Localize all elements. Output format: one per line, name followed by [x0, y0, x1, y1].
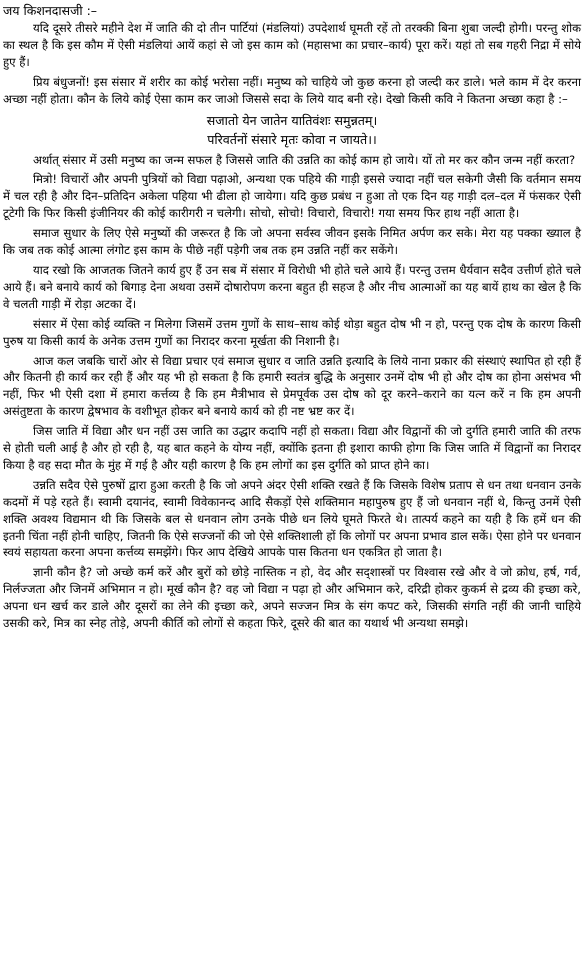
paragraph: प्रिय बंधुजनों! इस संसार में शरीर का कोई भरोसा नहीं। मनुष्य को चाहिये जो कुछ करना हो जल्दी कर डाले। भले काम में देर करना अच्छा नहीं होता। कौन के लिये कोई ऐसा काम कर जाओ जिससे सदा के लिये याद बनी रहे। देखो किसी कवि ने कितना अच्छा कहा है :–	[3, 74, 581, 106]
paragraph: याद रखो कि आजतक जितने कार्य हुए हैं उन सब में संसार में विरोधी भी होते चले आये हैं। परन्तु उत्तम धैर्यवान सदैव उत्तीर्ण होते चले आये हैं। बने बनाये कार्य को बिगाड़ देना अथवा उसमें दोषारोपण करना बहुत ही सहज है और नीच आत्माओं का यह बायें हाथ का खेल है कि वे चलती गाड़ी में रोड़ा अटका दें।	[3, 262, 581, 311]
sanskrit-verse	[3, 111, 581, 149]
verse-line: सजातो येन जातेन यातिवंशः समुन्नतम्।	[206, 112, 378, 128]
verse-line: परिवर्तनों संसारे मृतः कोवा न जायते।।	[207, 131, 377, 147]
paragraph: ज्ञानी कौन है? जो अच्छे कर्म करें और बुरों को छोड़े नास्तिक न हो, वेद और सद्शास्त्रों पर विश्वास रखे और वे जो क्रोध, हर्ष, गर्व, निर्लज्जता और जिनमें अभिमान न हो। मूर्ख कौन है? वह जो विद्या न पढ़ा हो और अभिमान करे, दरिद्री होकर कुकर्म से द्रव्य की इच्छा करे, अपना धन खर्च कर डाले और दूसरों का लेने की इच्छा करे, अपने सज्जन मित्र के संग कपट करे, जिसकी संगति नहीं की जानी चाहिये उसकी करे, मित्र का स्नेह तोड़े, अपनी कीर्ति को लोगों से कहता फिरे, दूसरे की बात का यथार्थ भी अन्यथा समझे।	[3, 565, 581, 631]
paragraph: उन्नति सदैव ऐसे पुरुषों द्वारा हुआ करती है कि जो अपने अंदर ऐसी शक्ति रखते हैं कि जिसके विशेष प्रताप से धन तथा धनवान उनके कदमों में पड़े रहते हैं। स्वामी दयानंद, स्वामी विवेकानन्द आदि सैकड़ों ऐसे शक्तिमान महापुरुष हुए हैं जो धनवान नहीं थे, किन्तु उनमें ऐसी शक्ति अवश्य विद्यमान थी कि जिसके बल से धनवान लोग उनके पीछे धन लिये घूमते फिरते थे। तात्पर्य कहने का यही है कि हमें धन की इतनी चिंता नहीं होनी चाहिए, जितनी कि ऐसे सज्जनों की जो ऐसे शक्तिशाली हों कि लोगों पर अपना प्रभाव डाल सकें। ऐसा होने पर धनवान स्वयं सहायता करना अपना कर्त्तव्य समझेंगे। फिर आप देखिये आपके पास कितना धन एकत्रित हो जाता है।	[3, 477, 581, 560]
paragraph: समाज सुधार के लिए ऐसे मनुष्यों की जरूरत है कि जो अपना सर्वस्व जीवन इसके निमित अर्पण कर सके। मेरा यह पक्का ख्याल है कि जब तक कोई आत्मा लंगोट इस काम के पीछे नहीं पड़ेगी जब तक हम उन्नति नहीं कर सकेंगे।	[3, 226, 581, 258]
paragraph: आज कल जबकि चारों ओर से विद्या प्रचार एवं समाज सुधार व जाति उन्नति इत्यादि के लिये नाना प्रकार की संस्थाएं स्थापित हो रही हैं और कितनी ही कार्य कर रही हैं और यह भी हो सकता है कि हमारी स्वतंत्र बुद्धि के अनुसार उनमें दोष भी हो और दोष का होना असंभव भी नहीं, फिर भी ऐसी दशा में हमारा कर्त्तव्य है कि हम मैत्रीभाव से प्रेमपूर्वक उस दोष को दूर करने–कराने का यत्न करें न कि हम अपनी असंतुष्टता के कारण द्वेषभाव के वशीभूत होकर बने बनाये कार्य को ही नष्ट भ्रष्ट कर दें।	[3, 353, 581, 419]
paragraph: अर्थात् संसार में उसी मनुष्य का जन्म सफल है जिससे जाति की उन्नति का कोई काम हो जाये। यों तो मर कर कौन जन्म नहीं करता?	[33, 152, 576, 167]
paragraph: यदि दूसरे तीसरे महीने देश में जाति की दो तीन पार्टियां (मंडलियां) उपदेशार्थ घूमती रहें तो तरक्की बिना शुबा जल्दी होगी। परन्तु शोक का स्थल है कि इस कौम में ऐसी मंडलियां आयें कहां से जो इस काम को (महासभा का प्रचार–कार्य) पूरा करें। यहां तो सब गहरी निद्रा में सोये हुए हैं।	[3, 21, 581, 69]
document-page	[3, 2, 581, 635]
paragraph: जिस जाति में विद्या और धन नहीं उस जाति का उद्धार कदापि नहीं हो सकता। विद्या और विद्वानों की जो दुर्गति हमारी जाति की तरफ से होती चली आई है और हो रही है, यह बात कहने के योग्य नहीं, क्योंकि इतना ही इशारा काफी होगा कि जिस जाति में विद्वानों का निरादर किया है वह सदा मौत के मुंह में गई है और यही कारण है कि हम लोगों का इस दुर्गति को प्राप्त होने का।	[3, 424, 581, 472]
paragraph: संसार में ऐसा कोई व्यक्ति न मिलेगा जिसमें उत्तम गुणों के साथ–साथ कोई थोड़ा बहुत दोष भी न हो, परन्तु एक दोष के कारण किसी पुरुष या किसी कार्य के अनेक उत्तम गुणों का निरादर करना मूर्खता की निशानी है।	[3, 316, 581, 348]
page-heading: जय किशनदासजी :–	[3, 3, 98, 18]
paragraph: मित्रो! विचारों और अपनी पुत्रियों को विद्या पढ़ाओ, अन्यथा एक पहिये की गाड़ी इससे ज्यादा नहीं चल सकेगी जैसी कि वर्तमान समय में चल रही है और दिन–प्रतिदिन अकेला पहिया भी ढीला हो जायेगा। यदि कुछ प्रबंध न हुआ तो एक दिन यह गाड़ी दल–दल में फंसकर ऐसी टूटेगी कि फिर किसी इंजीनियर की कोई कारीगरी न चलेगी। सोचो, सोचो! विचारो, विचारो! गया समय फिर हाथ नहीं आता है।	[3, 172, 581, 221]
